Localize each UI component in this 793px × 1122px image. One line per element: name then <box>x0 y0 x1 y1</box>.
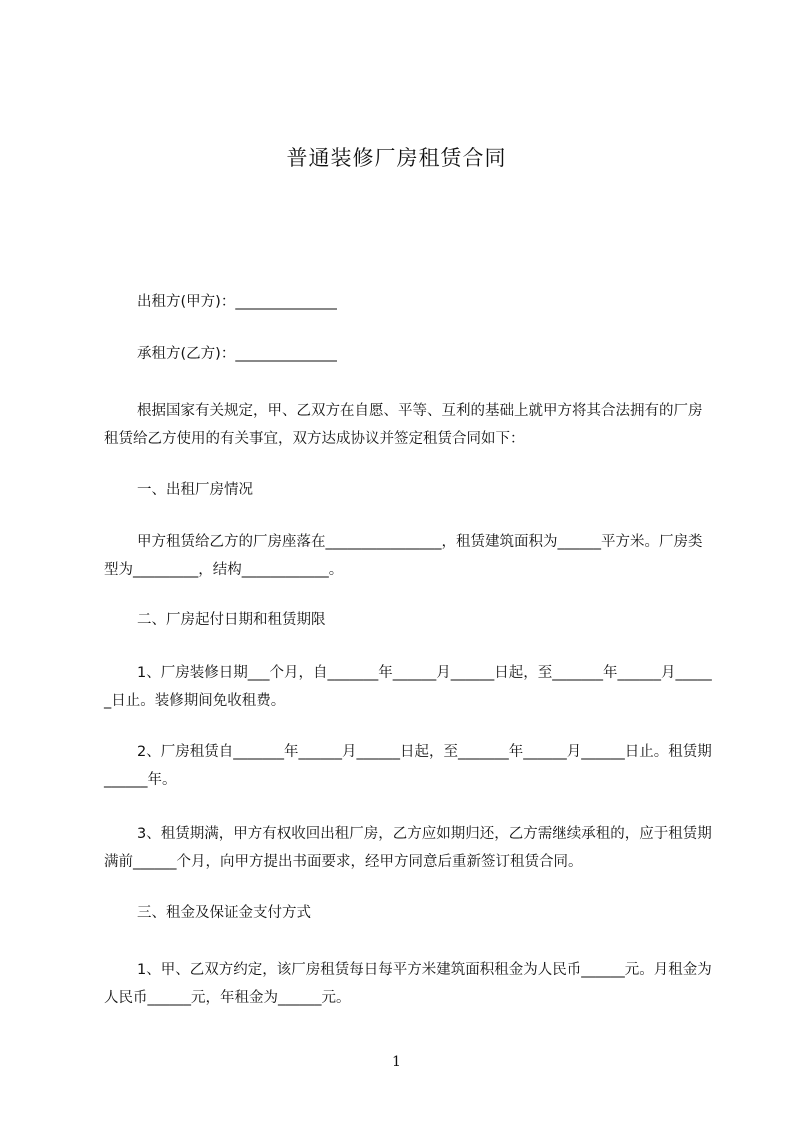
lessor-line: 出租方(甲方)：______________ <box>137 294 337 310</box>
document-title: 普通装修厂房租赁合同 <box>286 146 507 170</box>
preamble-paragraph: 根据国家有关规定，甲、乙双方在自愿、平等、互利的基础上就甲方将其合法拥有的厂房租赁给乙方使用的有关事宜，双方达成协议并签定租赁合同如下： <box>104 403 703 447</box>
page-number: 1 <box>392 1054 401 1070</box>
lessee-line: 承租方(乙方)：______________ <box>137 346 337 362</box>
section-2-item-3: 3、租赁期满，甲方有权收回出租厂房，乙方应如期归还，乙方需继续承租的，应于租赁期满前______个月，向甲方提出书面要求，经甲方同意后重新签订租赁合同。 <box>104 826 712 870</box>
section-1-paragraph: 甲方租赁给乙方的厂房座落在________________，租赁建筑面积为______平方米。厂房类型为_________，结构____________。 <box>104 534 703 578</box>
section-heading-2: 二、厂房起付日期和租赁期限 <box>137 612 326 628</box>
section-2-item-2: 2、厂房租赁自_______年______月______日起，至_______年______月______日止。租赁期______年。 <box>104 744 712 788</box>
section-2-item-1: 1、厂房装修日期___个月，自_______年______月______日起，至_______年______月______日止。装修期间免收租费。 <box>104 665 712 709</box>
section-heading-1: 一、出租厂房情况 <box>137 482 253 498</box>
section-heading-3: 三、租金及保证金支付方式 <box>137 905 311 921</box>
section-3-item-1: 1、甲、乙双方约定，该厂房租赁每日每平方米建筑面积租金为人民币______元。月租金为人民币______元，年租金为______元。 <box>104 962 712 1006</box>
